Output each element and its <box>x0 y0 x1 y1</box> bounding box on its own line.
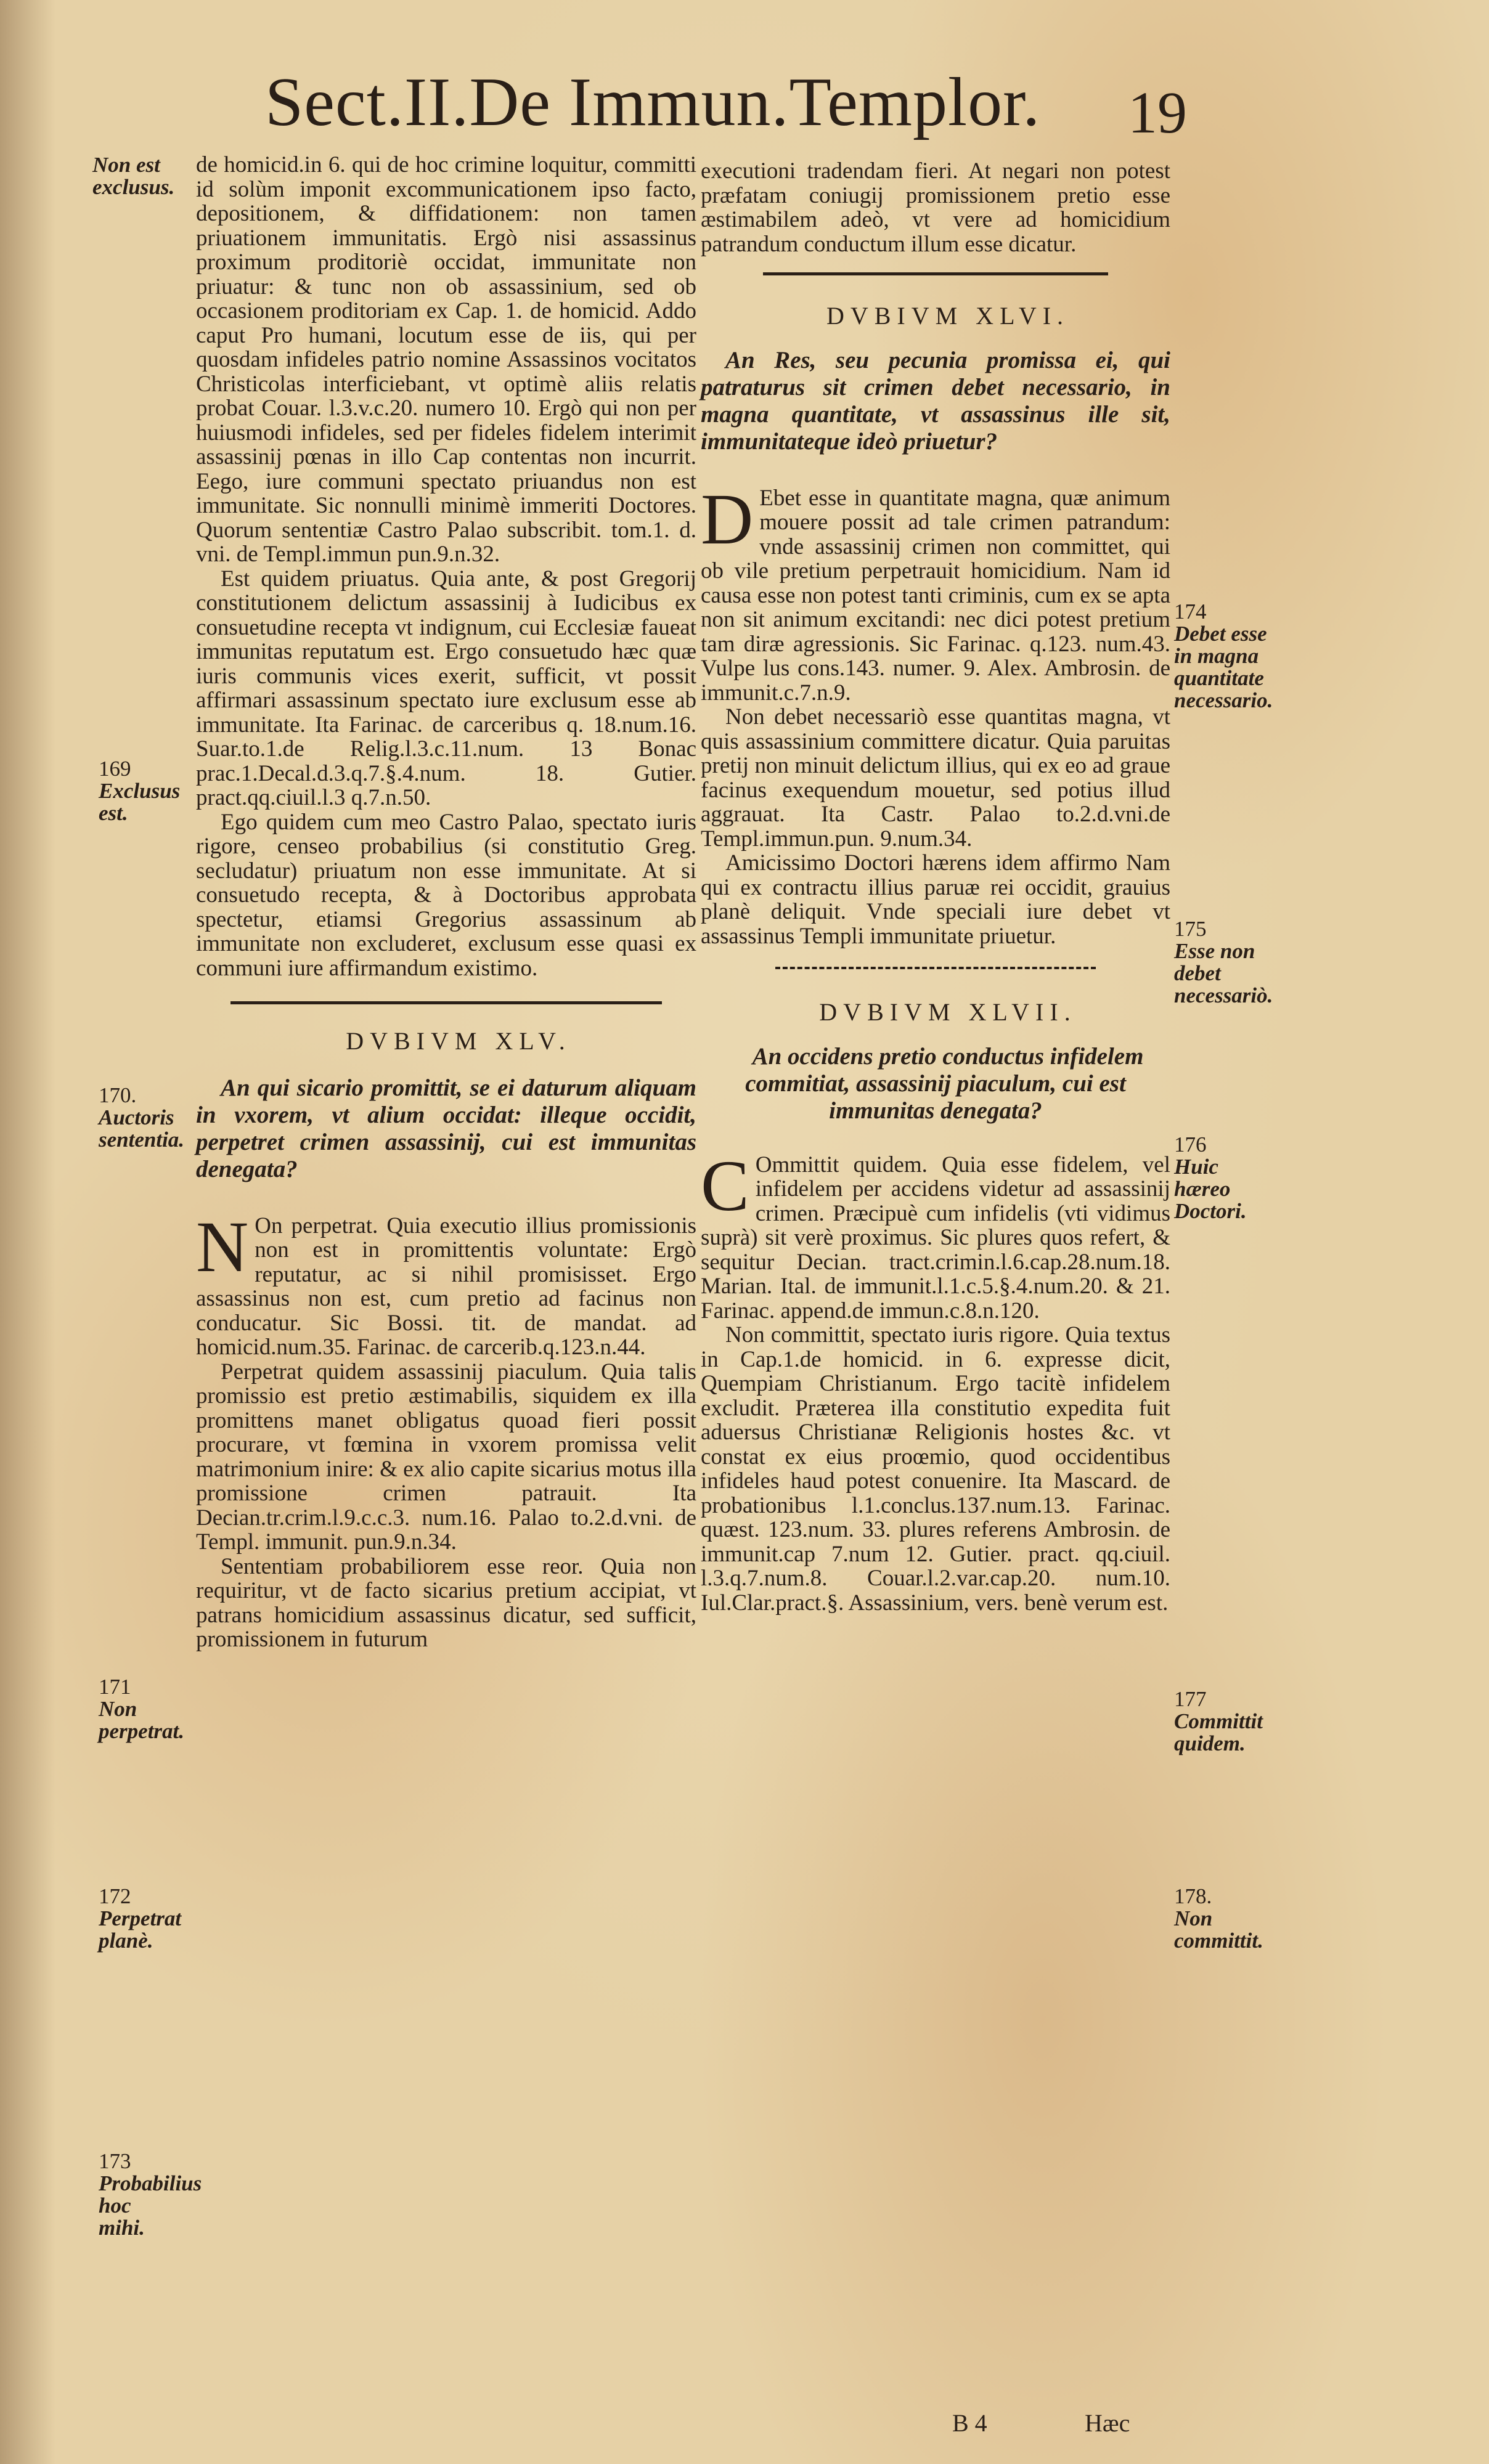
dubium-47-paragraph-1: C Ommittit quidem. Quia esse fidelem, vel infidelem per accidens videtur ad assassinij crimen. Præcipuè cum infidelis (vti vidimus suprà) sit verè proximus. Sic plures quos refert, & sequitur Decian. tract.crimin.l.6.cap.28.num.18. Marian. Ital. de immunit.l.1.c.5.§.4.num.20. & 21. Farinac. append.de immun.c.8.n.120. <box>701 1145 1170 1323</box>
page-number: 19 <box>1128 79 1187 145</box>
margin-note-176: 176 Huic hæreo Doctori. <box>1174 1132 1247 1223</box>
margin-note-169: 169 Exclusus est. <box>99 757 181 825</box>
margin-note-171: 171 Non perpetrat. <box>99 1675 185 1743</box>
dubium-46-paragraph-1: D Ebet esse in quantitate magna, quæ animum mouere possit ad tale crimen patrandum: vnde assassinij crimen non committet, qui ob vile pretium perpetrauit homicidium. Nam id causa esse non potest tanti criminis, cum ex se apta non sit animum excitandi: nec dici potest pretium tam diræ agressionis. Sic Farinac. q.123. num.43. Vulpe lus cons.143. numer. 9. Alex. Ambrosin. de immunit.c.7.n.9. <box>701 478 1170 705</box>
dubium-47-paragraph-2: Non committit, spectato iuris rigore. Quia textus in Cap.1.de homicid. in 6. expresse dicit, Quempiam Christianum. Ergo tacitè infidelem excludit. Præterea illa constitutio expedita fuit aduersus Christianæ Religionis hostes &c. vt constat ex eius proœmio, quod occidentibus infideles haud potest conuenire. Ita Mascard. de probationibus l.1.conclus.137.num.13. Farinac. quæst. 123.num. 33. plures referens Ambrosin. de immunit.cap 7.num 12. Gutier. pract. qq.ciuil. l.3.q.7.num.8. Couar.l.2.var.cap.20. num.10. Iul.Clar.pract.§. Assassinium, vers. benè verum est. <box>701 1322 1170 1616</box>
margin-note-177: 177 Committit quidem. <box>1174 1687 1263 1755</box>
dubium-45-paragraph-3: Sententiam probabiliorem esse reor. Quia non requiritur, vt de facto sicarius pretium accipiat, vt patrans homicidium assassinus dicatur, sed sufficit, promissionem in futurum <box>196 1553 696 1652</box>
right-column <box>701 159 1170 1615</box>
dubium-47-heading: DVBIVM XLVII. <box>819 998 1077 1026</box>
dubium-46-paragraph-2: Non debet necessariò esse quantitas magna, vt quis assassinium committere dicatur. Quia paruitas pretij non minuit delictum illius, qui ex eo ad graue facinus exequendum mouetur, sed potius illud aggrauat. Ita Castr. Palao to.2.d.vni.de Templ.immun.pun. 9.num.34. <box>701 704 1170 852</box>
dubium-47-question: An occidens pretio conductus infidelem commitiat, assassinij piaculum, cui est immunitas denegata? <box>745 1043 1144 1124</box>
right-paragraph-0: executioni tradendam fieri. At negari non potest præfatam coniugij promissionem pretio esse æstimabilem adeò, vt vere ad homicidium patrandum conductum illum esse dicatur. <box>701 158 1170 257</box>
margin-note-172: 172 Perpetrat planè. <box>99 1884 182 1953</box>
dubium-45-question: An qui sicario promittit, se ei daturum aliquam in vxorem, vt alium occidat: illeque occidit, perpetret crimen assassinij, cui est immunitas denegata? <box>196 1074 696 1182</box>
margin-note-174: 174 Debet esse in magna quantitate necessario. <box>1174 600 1273 712</box>
margin-note-178: 178. Non committit. <box>1174 1884 1263 1953</box>
dubium-45-paragraph-2: Perpetrat quidem assassinij piaculum. Quia talis promissio est pretio æstimabilis, siquidem ex illa promittens manet obligatus quoad fieri possit procurare, vt fœmina in vxorem promissa velit matrimonium inire: & ex alio capite sicarius motus illa promissione crimen patrauit. Ita Decian.tr.crim.l.9.c.c.3. num.16. Palao to.2.d.vni. de Templ. immunit. pun.9.n.34. <box>196 1359 696 1555</box>
margin-note-non-est: Non est exclusus. <box>92 153 175 199</box>
left-paragraph-2: Est quidem priuatus. Quia ante, & post Gregorij constitutionem delictum assassinij à Iudicibus ex consuetudine recepta vt indignum, cui Ecclesiæ faueat immunitas reputatum est. Ergo consuetudo hæc quæ iuris communis vices exerit, sufficit, vt possit affirmari assassinum spectato iure exclusum esse ab immunitate. Ita Farinac. de carceribus q. 18.num.16. Suar.to.1.de Relig.l.3.c.11.num. 13 Bonac prac.1.Decal.d.3.q.7.§.4.num. 18. Gutier. pract.qq.ciuil.l.3 q.7.n.50. <box>196 566 696 810</box>
left-column <box>196 153 696 1652</box>
dubium-45-heading: DVBIVM XLV. <box>346 1027 571 1055</box>
dubium-45-paragraph-1: N On perpetrat. Quia executio illius promissionis non est in promittentis voluntate: Ergò reputatur, ac si nihil promisisset. Ergo assassinus non est, cum pretio ad facinus non conducatur. Sic Bossi. tit. de mandat. ad homicid.num.35. Farinac. de carcerib.q.123.n.44. <box>196 1206 696 1360</box>
drop-cap: N <box>196 1206 249 1287</box>
signature-mark: B 4 <box>952 2409 987 2437</box>
margin-note-175: 175 Esse non debet necessariò. <box>1174 917 1273 1007</box>
left-paragraph-1: de homicid.in 6. qui de hoc crimine loquitur, committi id solùm imponit excommunicationem ipso facto, depositionem, & diffidationem: non tamen priuationem immunitatis. Ergò nisi assassinus proximum proditoriè occidat, immunitate non priuatur: & tunc non ob assassinium, sed ob occasionem proditoriam ex Cap. 1. de homicid. Addo caput Pro humani, locutum esse de iis, qui per quosdam infideles patrio nomine Assassinos vocitatos Christicolas interficiebant, vt optimè aliis relatis probat Couar. l.3.v.c.20. numero 10. Ergò qui non per huiusmodi infideles, sed per fideles fidelem interimit assassinij pœnas in illo Cap contentas non incurrit. Eego, iure communi spectato priuandus non est immunitate. Sic nonnulli minimè immeriti Doctores. Quorum sententiæ Castro Palao subscribit. tom.1. d. vni. de Templ.immun pun.9.n.32. <box>196 152 696 567</box>
dubium-46-paragraph-3: Amicissimo Doctori hærens idem affirmo Nam qui ex contractu illius paruæ rei occidit, grauius planè deliquit. Vnde speciali iure debet vt assassinus Templi immunitate priuetur. <box>701 850 1170 949</box>
margin-note-173: 173 Probabilius hoc mihi. <box>99 2149 202 2240</box>
left-paragraph-3: Ego quidem cum meo Castro Palao, spectato iuris rigore, censeo probabilius (si constitutio Greg. secludatur) priuatum non esse immunitate. At si consuetudo recepta, & à Doctoribus approbata spectetur, etiamsi Gregorius assassinum ab immunitate non excluderet, exclusum esse quasi ex communi iure affirmandum existimo. <box>196 809 696 981</box>
drop-cap: C <box>701 1145 749 1226</box>
margin-note-170: 170. Auctoris sententia. <box>99 1083 185 1152</box>
catchword: Hæc <box>1085 2409 1130 2437</box>
running-title: Sect.II.De Immun.Templor. <box>265 64 1041 140</box>
dubium-46-heading: DVBIVM XLVI. <box>826 302 1070 330</box>
dubium-46-question: An Res, seu pecunia promissa ei, qui patraturus sit crimen debet necessario, in magna quantitate, vt assassinus ille sit, immunitateque ideò priuetur? <box>701 346 1170 455</box>
drop-cap: D <box>701 478 754 559</box>
